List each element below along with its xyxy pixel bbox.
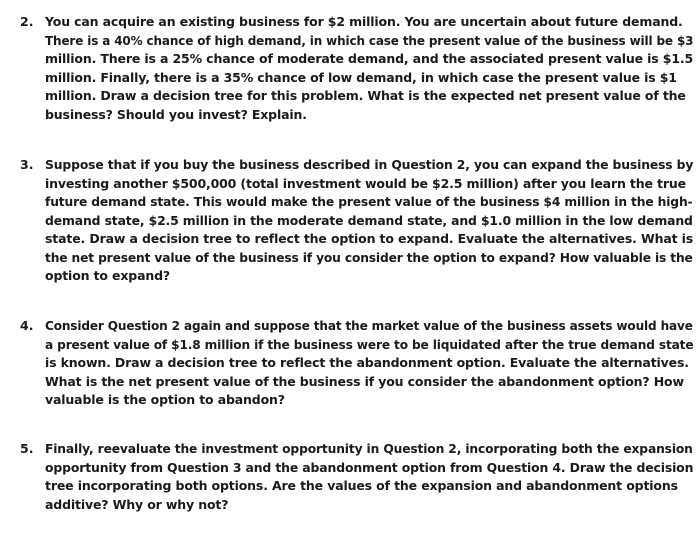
text-line: million. Finally, there is a 35% chance of low demand, in which case the present value is $1	[45, 69, 677, 85]
text-line: future demand state. This would make the present value of the business $4 million in the high-	[45, 194, 693, 209]
text-line: Finally, reevaluate the investment opportunity in Question 2, incorporating both the expansion	[45, 441, 693, 456]
text-line: is known. Draw a decision tree to reflect the abandonment option. Evaluate the alternatives.	[45, 355, 689, 370]
question-number: 2.	[20, 14, 34, 29]
text-line: investing another $500,000 (total investment would be $2.5 million) after you learn the true	[45, 175, 686, 191]
text-line: There is a 40% chance of high demand, in which case the present value of the business will be $3	[45, 32, 694, 48]
question-number: 3.	[20, 157, 34, 172]
question-text	[45, 156, 693, 286]
text-line: business? Should you invest? Explain.	[45, 106, 307, 122]
question-text	[45, 13, 693, 124]
text-line: a present value of $1.8 million if the business were to be liquidated after the true demand state	[45, 336, 694, 352]
text-line: million. Draw a decision tree for this problem. What is the expected net present value of the	[45, 88, 686, 103]
text-line: Suppose that if you buy the business described in Question 2, you can expand the business by	[45, 157, 694, 172]
text-line: the net present value of the business if you consider the option to expand? How valuable is the	[45, 249, 693, 265]
question-text	[45, 440, 693, 514]
text-line: option to expand?	[45, 268, 171, 283]
question-number: 4.	[20, 318, 34, 333]
text-line: million. There is a 25% chance of moderate demand, and the associated present value is $1.5	[45, 51, 694, 66]
text-line: Consider Question 2 again and suppose that the market value of the business assets would have	[45, 318, 693, 333]
text-line: additive? Why or why not?	[45, 496, 229, 512]
text-line: demand state, $2.5 million in the moderate demand state, and $1.0 million in the low demand	[45, 212, 693, 228]
text-line: state. Draw a decision tree to reflect the option to expand. Evaluate the alternatives. What is	[45, 231, 694, 246]
text-line: opportunity from Question 3 and the abandonment option from Question 4. Draw the decision	[45, 459, 694, 475]
text-line: You can acquire an existing business for $2 million. You are uncertain about future demand.	[45, 14, 683, 29]
text-line: valuable is the option to abandon?	[45, 392, 285, 407]
text-line: tree incorporating both options. Are the values of the expansion and abandonment options	[45, 478, 678, 493]
question-text	[45, 317, 693, 410]
question-number: 5.	[20, 441, 34, 456]
text-line: What is the net present value of the business if you consider the abandonment option? How	[45, 373, 684, 389]
